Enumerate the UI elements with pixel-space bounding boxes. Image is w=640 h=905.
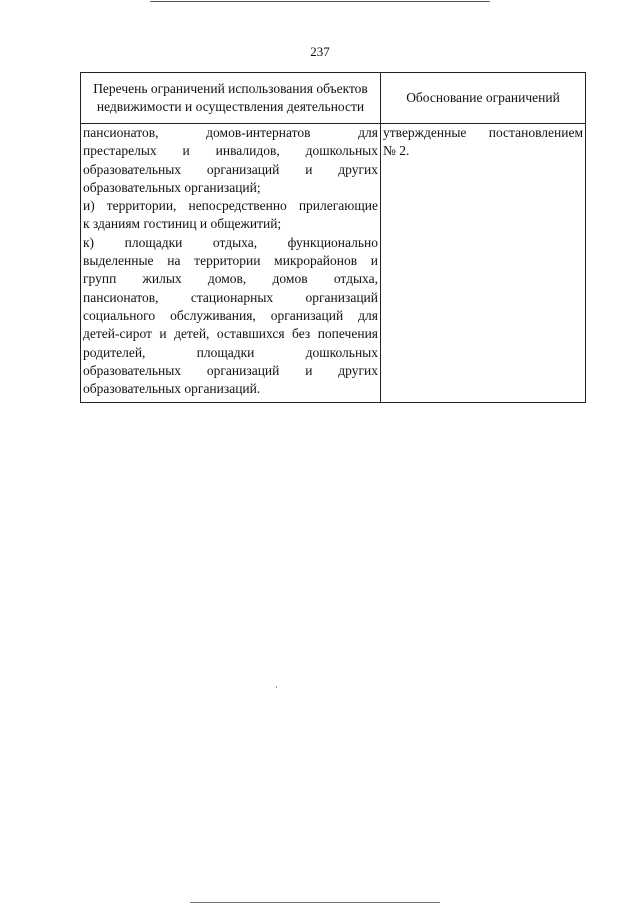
text-line: к зданиям гостиниц и общежитий; bbox=[83, 216, 282, 232]
text-line: пансионатов, стационарных организаций bbox=[83, 289, 378, 305]
page-number: 237 bbox=[310, 44, 330, 59]
text-line: групп жилых домов, домов отдыха, bbox=[83, 271, 378, 287]
text-line: и) территории, непосредственно прилегающие bbox=[83, 198, 378, 214]
text-line: образовательных организаций; bbox=[83, 179, 261, 195]
table-row bbox=[81, 124, 586, 403]
text-line: образовательных организаций и других bbox=[83, 362, 378, 378]
text-line: престарелых и инвалидов, дошкольных bbox=[83, 143, 378, 159]
restrictions-cell bbox=[81, 124, 381, 403]
table-header-row bbox=[81, 73, 586, 124]
text-line: образовательных организаций и других bbox=[83, 161, 378, 177]
header-justification: Обоснование ограничений bbox=[381, 73, 586, 124]
text-line: к) площадки отдыха, функционально bbox=[83, 234, 378, 250]
scan-edge-bottom bbox=[190, 902, 440, 903]
text-line: родителей, площадки дошкольных bbox=[83, 344, 378, 360]
text-line: детей-сирот и детей, оставшихся без попечения bbox=[83, 326, 378, 342]
scan-edge-top bbox=[150, 1, 490, 2]
header-restrictions-list: Перечень ограничений использования объектов недвижимости и осуществления деятельности bbox=[81, 73, 381, 124]
restrictions-table bbox=[80, 72, 586, 403]
justification-cell bbox=[381, 124, 586, 403]
text-line: социального обслуживания, организаций для bbox=[83, 307, 378, 323]
text-line: выделенные на территории микрорайонов и bbox=[83, 253, 378, 269]
text-line: пансионатов, домов-интернатов для bbox=[83, 125, 378, 140]
text-line: утвержденные постановлением bbox=[383, 125, 583, 140]
text-line: образовательных организаций. bbox=[83, 381, 261, 397]
scan-speck bbox=[276, 686, 277, 688]
text-line: № 2. bbox=[383, 143, 410, 159]
